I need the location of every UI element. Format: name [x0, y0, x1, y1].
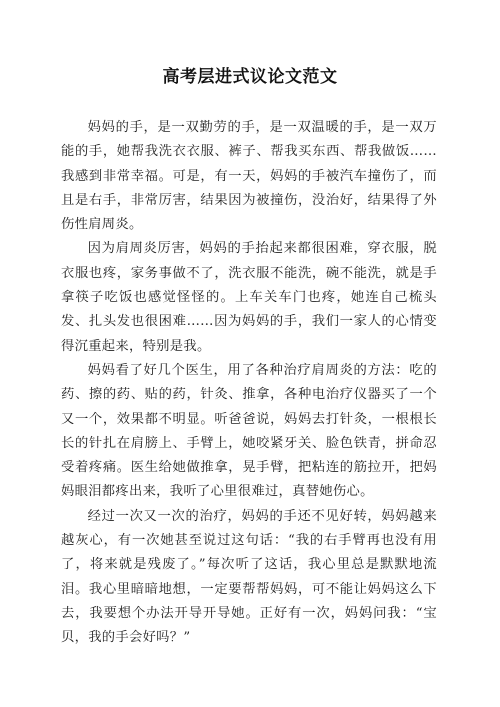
paragraph-1: 妈妈的手，是一双勤劳的手，是一双温暖的手，是一双万能的手，她帮我洗衣衣服、裤子、帮我买东西、帮我做饭……我感到非常幸福。可是，有一天，妈妈的手被汽车撞伤了，而且是右手，非常厉害，结果因为被撞伤，没治好，结果得了外伤性肩周炎。 [61, 120, 437, 233]
document-body [61, 116, 437, 651]
paragraph-4: 经过一次又一次的治疗，妈妈的手还不见好转，妈妈越来越灰心，有一次她甚至说过这句话：“我的右手臂再也没有用了，将来就是残废了。”每次听了这话，我心里总是默默地流泪。我心里暗暗地想，一定要帮帮妈妈，可不能让妈妈这么下去，我要想个办法开导开导她。正好有一次，妈妈问我：“宝贝，我的手会好吗？” [61, 508, 437, 646]
paragraph-3: 妈妈看了好几个医生，用了各种治疗肩周炎的方法：吃的药、擦的药、贴的药，针灸、推拿，各种电治疗仪器买了一个又一个，效果都不明显。听爸爸说，妈妈去打针灸，一根根长长的针扎在肩膀上、手臂上，她咬紧牙关、脸色铁青，拼命忍受着疼痛。医生给她做推拿，晃手臂，把粘连的筋拉开，把妈妈眼泪都疼出来，我听了心里很难过，真替她伤心。 [61, 362, 437, 500]
document-title: 高考层进式议论文范文 [162, 67, 338, 87]
paragraph-2: 因为肩周炎厉害，妈妈的手抬起来都很困难，穿衣服，脱衣服也疼，家务事做不了，洗衣服不能洗，碗不能洗，就是手拿筷子吃饭也感觉怪怪的。上车关车门也疼，她连自己梳头发、扎头发也很困难……因为妈妈的手，我们一家人的心情变得沉重起来，特别是我。 [61, 241, 437, 354]
